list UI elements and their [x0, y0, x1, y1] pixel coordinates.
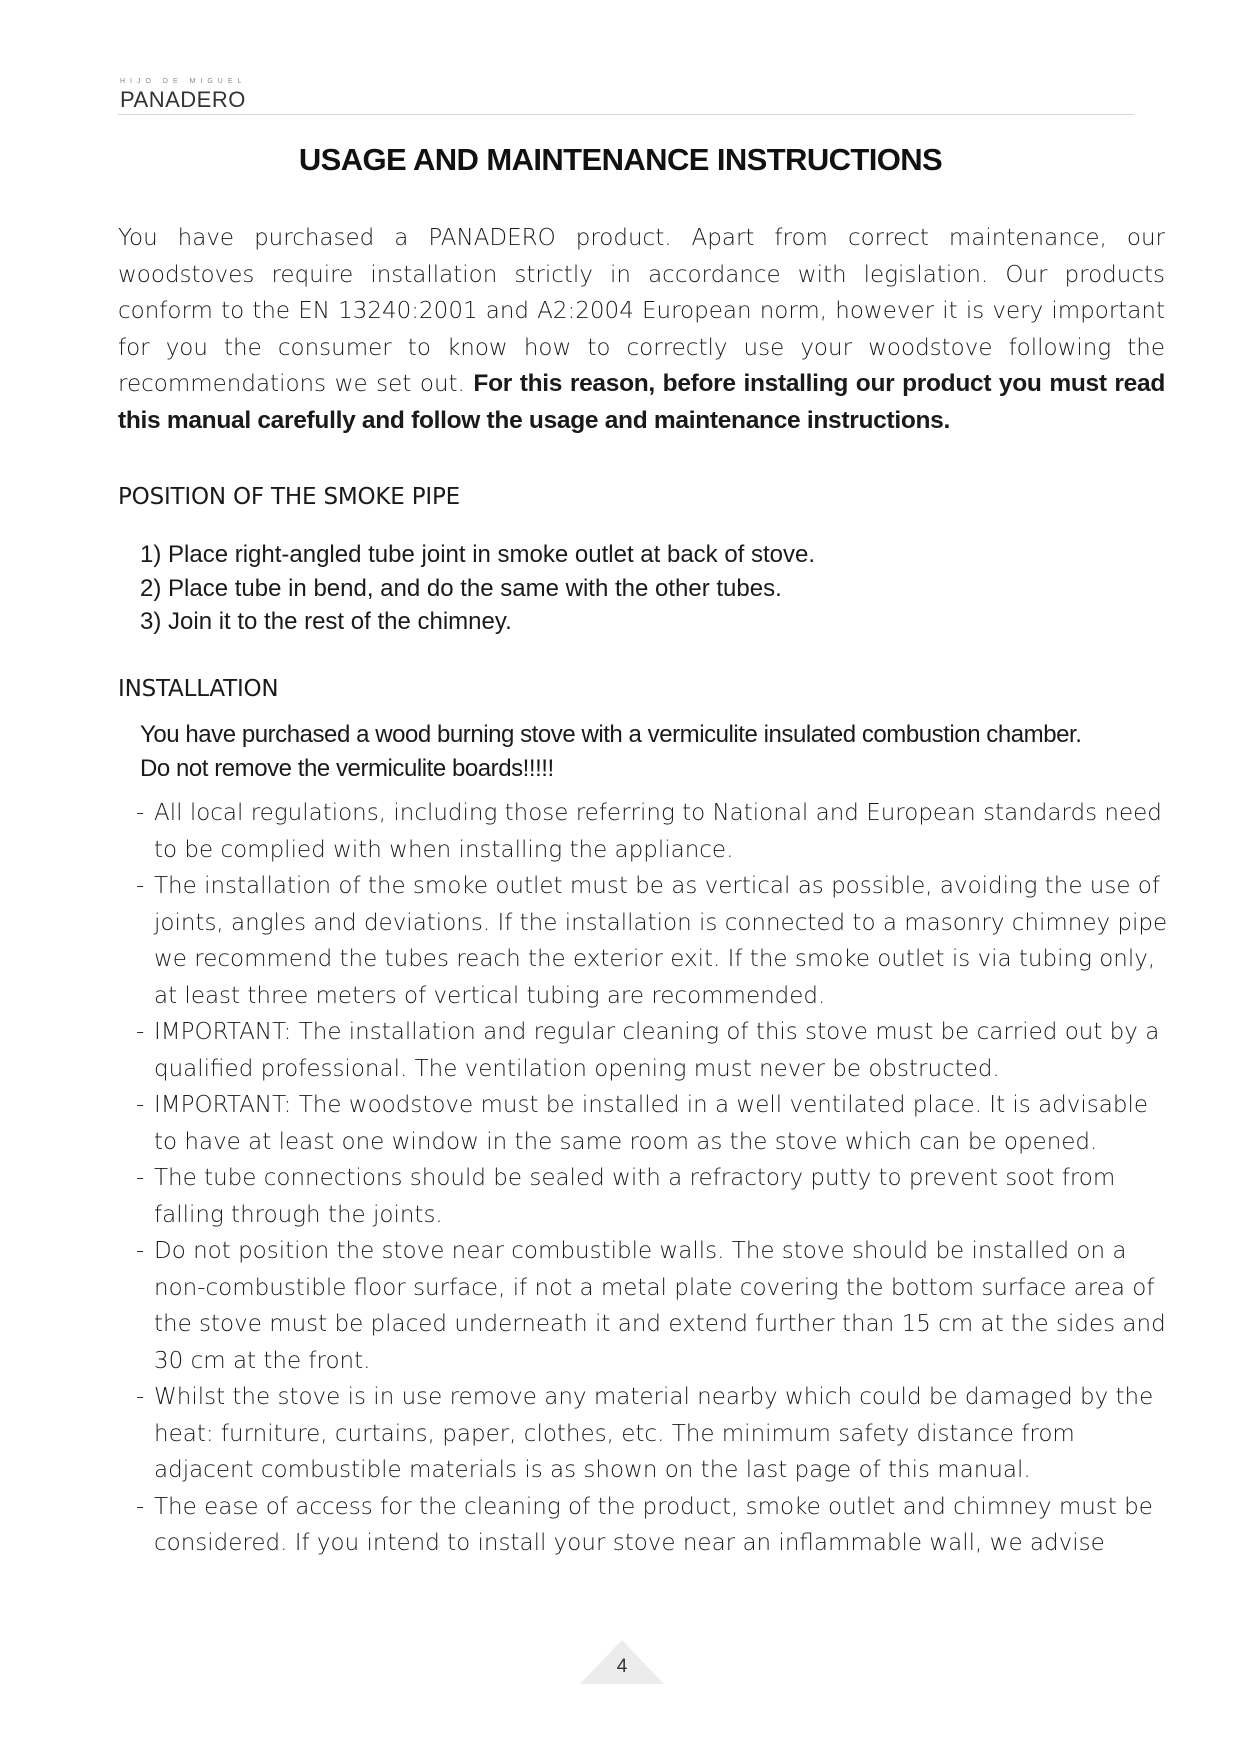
logo-tagline: HIJO DE MIGUEL [120, 78, 247, 85]
bullet-item [136, 1160, 1176, 1233]
step-item: 2) Place tube in bend, and do the same with the other tubes. [140, 574, 782, 602]
installation-intro-line: You have purchased a wood burning stove with a vermiculite insulated combustion chamber. [140, 721, 1082, 748]
bullet-item [136, 1233, 1176, 1379]
step-item: 3) Join it to the rest of the chimney. [140, 608, 512, 635]
intro-text: You have purchased a PANADERO product. Apart from correct maintenance, our woodstoves require installation strictly in accordance with legislation. Our products conform to the EN 13240:2001 and A2:2004 European norm, however it is very important for you the consumer to know how to correctly use your woodstove following the recommendations we set out. [118, 225, 1165, 397]
bullet-item [136, 1379, 1176, 1489]
bullet-item [136, 1014, 1176, 1087]
bullet-item [136, 1489, 1176, 1562]
bullet-text: The installation of the smoke outlet must be as vertical as possible, avoiding the use of joints, angles and deviations. If the installation is connected to a masonry chimney pipe we recommend the tubes reach the exterior exit. If the smoke outlet is via tubing only, at least three meters of vertical tubing are recommended. [154, 873, 1168, 1009]
logo-brand: PANADERO [120, 87, 246, 112]
intro-bold-warning: For this reason, before installing our product you must read this manual carefully and follow the usage and maintenance instructions. [118, 370, 1165, 434]
bullet-text: Whilst the stove is in use remove any material nearby which could be damaged by the heat: furniture, curtains, paper, clothes, etc. The minimum safety distance from adjacent combustible materials is as shown on the last page of this manual. [154, 1384, 1154, 1483]
page-title: USAGE AND MAINTENANCE INSTRUCTIONS [298, 142, 943, 177]
bullet-text: IMPORTANT: The woodstove must be installed in a well ventilated place. It is advisable to have at least one window in the same room as the stove which can be opened. [154, 1092, 1148, 1155]
intro-paragraph [118, 220, 1165, 439]
bullet-dash: - [136, 1092, 145, 1118]
installation-heading: INSTALLATION [118, 676, 279, 702]
smoke-pipe-steps [140, 538, 1140, 639]
bullet-dash: - [136, 1165, 145, 1191]
header-divider [118, 114, 1134, 115]
bullet-text: The ease of access for the cleaning of the product, smoke outlet and chimney must be considered. If you intend to install your stove near an inflammable wall, we advise [154, 1493, 1153, 1556]
bullet-dash: - [136, 873, 145, 899]
bullet-text: IMPORTANT: The installation and regular cleaning of this stove must be carried out by a qualified professional. The ventilation opening must never be obstructed. [154, 1019, 1160, 1082]
bullet-dash: - [136, 1384, 145, 1410]
bullet-dash: - [136, 1238, 145, 1264]
installation-intro-line: Do not remove the vermiculite boards!!!!! [140, 754, 554, 782]
bullet-text: Do not position the stove near combustible walls. The stove should be installed on a non-combustible floor surface, if not a metal plate covering the bottom surface area of the stove must be placed underneath it and extend further than 15 cm at the sides and 30 cm at the front. [154, 1238, 1166, 1374]
installation-intro [140, 718, 1170, 785]
step-item: 1) Place right-angled tube joint in smoke outlet at back of stove. [140, 541, 816, 568]
installation-bullets [136, 795, 1176, 1562]
smoke-pipe-heading: POSITION OF THE SMOKE PIPE [118, 484, 460, 510]
bullet-text: The tube connections should be sealed with a refractory putty to prevent soot from falling through the joints. [154, 1165, 1116, 1228]
bullet-dash: - [136, 1019, 145, 1045]
page-number-marker [580, 1640, 664, 1684]
page-number: 4 [616, 1656, 628, 1677]
bullet-item [136, 795, 1176, 868]
bullet-item [136, 1087, 1176, 1160]
bullet-text: All local regulations, including those referring to National and European standards need to be complied with when installing the appliance. [154, 800, 1162, 863]
bullet-dash: - [136, 1493, 145, 1520]
bullet-dash: - [136, 800, 145, 826]
panadero-logo [120, 78, 260, 114]
bullet-item [136, 868, 1176, 1014]
